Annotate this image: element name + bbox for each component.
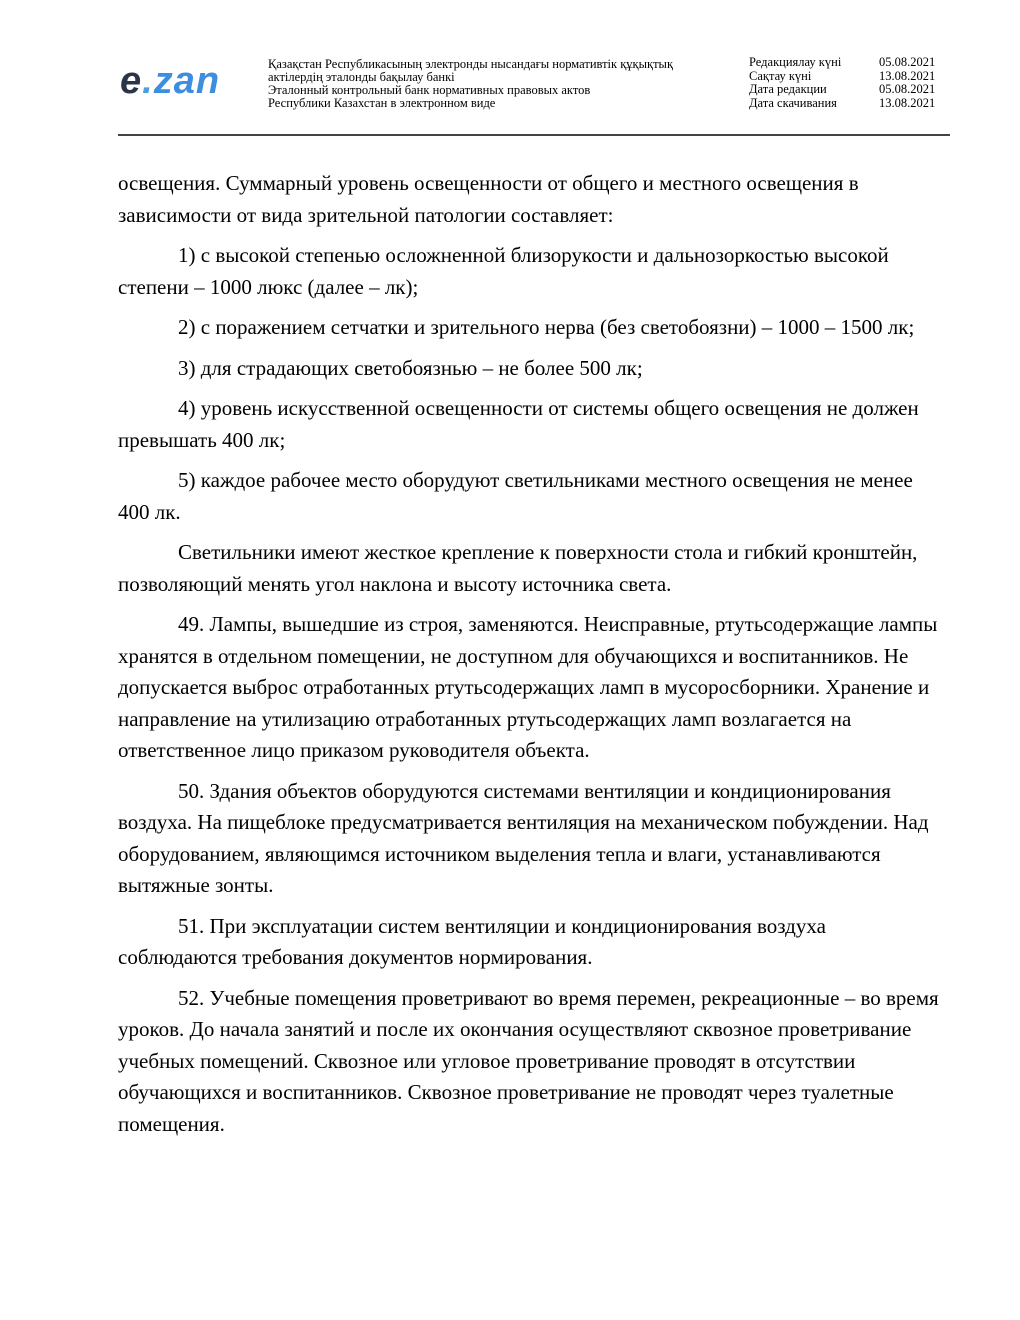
meta-value: 05.08.2021 — [879, 55, 936, 69]
meta-value: 05.08.2021 — [879, 82, 936, 96]
bank-title-line: Эталонный контрольный банк нормативных правовых актов — [268, 83, 591, 97]
meta-label: Сақтау күні — [749, 68, 812, 83]
meta-label: Редакциялау күні — [749, 55, 842, 69]
paragraph: 4) уровень искусственной освещенности от системы общего освещения не должен превышать 400 лк; — [118, 396, 919, 452]
paragraph: 50. Здания объектов оборудуются системами вентиляции и кондиционирования воздуха. На пищеблоке предусматривается вентиляция на механическом побуждении. Над оборудованием, являющимся источником выделения тепла и влаги, устанавливаются вытяжные зонты. — [118, 778, 929, 897]
paragraph: освещения. Суммарный уровень освещенности от общего и местного освещения в зависимости от вида зрительной патологии составляет: — [118, 171, 859, 227]
meta-row-edit-date-kz — [749, 56, 941, 70]
meta-value: 13.08.2021 — [879, 68, 936, 83]
paragraph: 1) с высокой степенью осложненной близорукости и дальнозоркостью высокой степени – 1000 люкс (далее – лк); — [118, 243, 889, 299]
meta-row-edit-date-ru — [749, 83, 941, 97]
meta-label: Дата редакции — [749, 82, 827, 96]
meta-row-save-date-kz — [749, 70, 941, 84]
paragraph: 3) для страдающих светобоязнью – не более 500 лк; — [178, 355, 643, 380]
meta-row-download-date-ru — [749, 97, 941, 111]
paragraph: 5) каждое рабочее место оборудуют светильниками местного освещения не менее 400 лк. — [118, 468, 913, 524]
bank-title — [268, 58, 718, 110]
meta-label: Дата скачивания — [749, 95, 837, 110]
bank-title-line: Республики Казахстан в электронном виде — [268, 96, 496, 110]
paragraph: 51. При эксплуатации систем вентиляции и кондиционирования воздуха соблюдаются требования документов нормирования. — [118, 913, 826, 969]
paragraph: Светильники имеют жесткое крепление к поверхности стола и гибкий кронштейн, позволяющий менять угол наклона и высоту источника света. — [118, 540, 918, 596]
date-metadata — [749, 56, 941, 110]
paragraph: 52. Учебные помещения проветривают во время перемен, рекреационные – во время уроков. До начала занятий и после их окончания осуществляют сквозное проветривание учебных помещений. Сквозное или угловое проветривание проводят в отсутствии обучающихся и воспитанников. Сквозное проветривание не проводят через туалетные помещения. — [118, 985, 939, 1136]
bank-title-line: актілердің эталонды бақылау банкі — [268, 70, 455, 84]
document-body — [118, 168, 948, 1149]
bank-title-line: Қазақстан Республикасының электронды нысандағы нормативтік құқықтық — [268, 57, 674, 71]
ezan-logo: e.zan — [120, 60, 221, 102]
paragraph: 2) с поражением сетчатки и зрительного нерва (без светобоязни) – 1000 – 1500 лк; — [178, 315, 915, 339]
document-header — [118, 52, 950, 136]
meta-value: 13.08.2021 — [879, 95, 936, 110]
paragraph: 49. Лампы, вышедшие из строя, заменяются. Неисправные, ртутьсодержащие лампы хранятся в отдельном помещении, не доступном для обучающихся и воспитанников. Не допускается выброс отработанных ртутьсодержащих ламп в мусоросборники. Хранение и направление на утилизацию отработанных ртутьсодержащих ламп возлагается на ответственное лицо приказом руководителя объекта. — [118, 612, 938, 762]
